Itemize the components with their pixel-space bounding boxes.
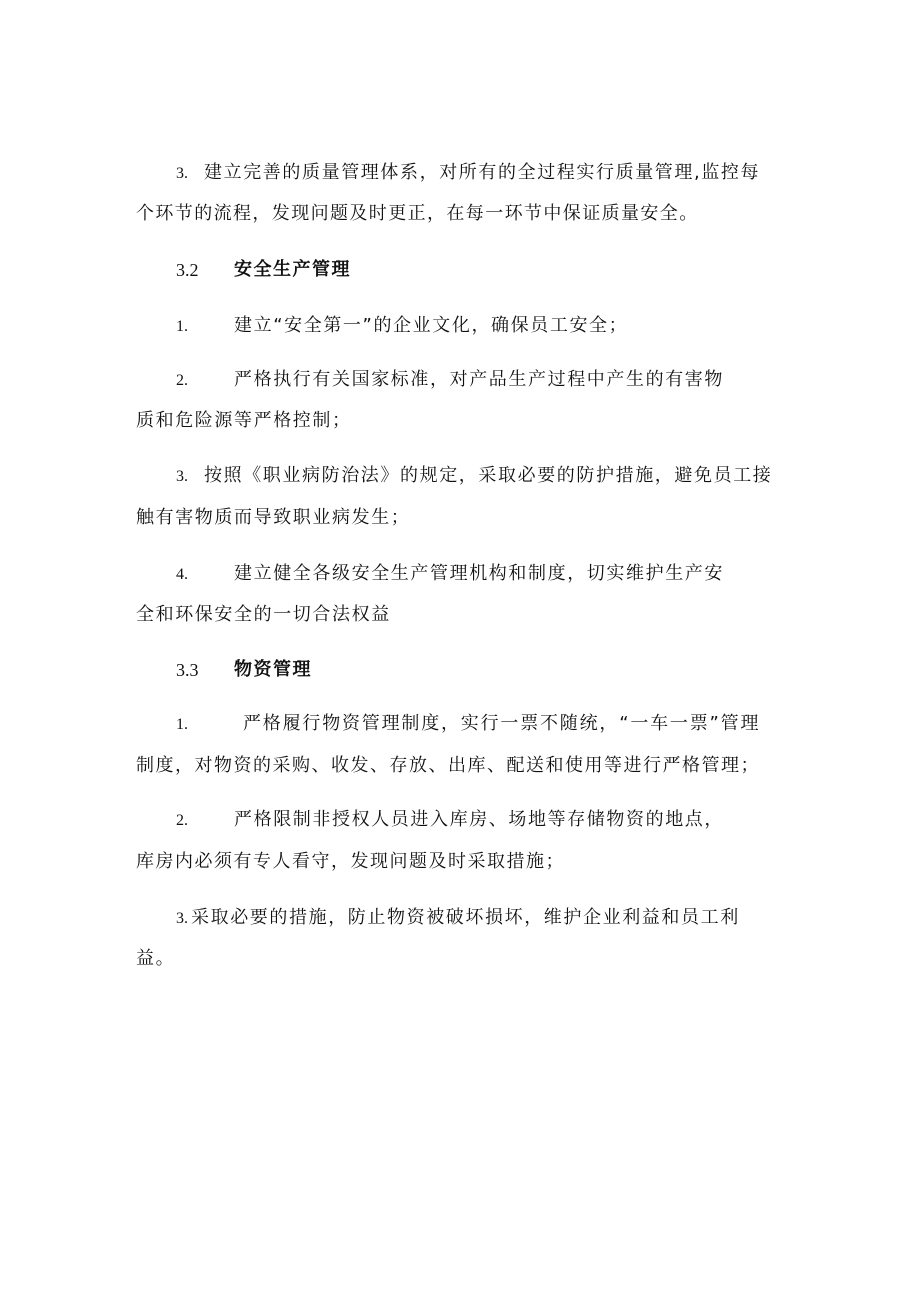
paragraph-line: 严格执行有关国家标准，对产品生产过程中产生的有害物: [234, 369, 724, 390]
paragraph-line: 个环节的流程，发现问题及时更正，在每一环节中保证质量安全。: [136, 203, 699, 224]
paragraph-line: 质和危险源等严格控制；: [136, 410, 352, 431]
paragraph-line: 建立完善的质量管理体系，对所有的全过程实行质量管理,监控每: [204, 162, 761, 183]
section-title: 物资管理: [234, 659, 312, 680]
paragraph-line: 益。: [136, 948, 176, 969]
paragraph-line: 库房内必须有专人看守，发现问题及时采取措施；: [136, 851, 565, 872]
section-number: 3.3: [176, 660, 199, 680]
paragraph-line: 按照《职业病防治法》的规定，采取必要的防护措施，避免员工接: [204, 465, 773, 486]
paragraph-line: 严格限制非授权人员进入库房、场地等存储物资的地点，: [234, 809, 724, 830]
paragraph-line: 制度，对物资的采购、收发、存放、出库、配送和使用等进行严格管理；: [136, 755, 760, 776]
list-number: 4.: [176, 566, 188, 583]
paragraph-line: 采取必要的措施，防止物资被破坏损坏，维护企业利益和员工利: [191, 907, 740, 928]
paragraph-line: 全和环保安全的一切合法权益: [136, 604, 391, 625]
list-number: 2.: [176, 812, 188, 829]
list-number: 3.: [176, 165, 188, 182]
list-number: 1.: [176, 318, 188, 335]
list-number: 2.: [176, 372, 188, 389]
list-number: 3.: [176, 910, 188, 927]
section-number: 3.2: [176, 260, 199, 280]
list-number: 3.: [176, 468, 188, 485]
section-title: 安全生产管理: [234, 259, 351, 280]
paragraph-line: 触有害物质而导致职业病发生；: [136, 507, 411, 528]
paragraph-line: 严格履行物资管理制度，实行一票不随统，“一车一票”管理: [243, 713, 761, 734]
paragraph-line: 建立“安全第一”的企业文化，确保员工安全；: [234, 315, 629, 336]
paragraph-line: 建立健全各级安全生产管理机构和制度，切实维护生产安: [234, 563, 724, 584]
list-number: 1.: [176, 716, 188, 733]
